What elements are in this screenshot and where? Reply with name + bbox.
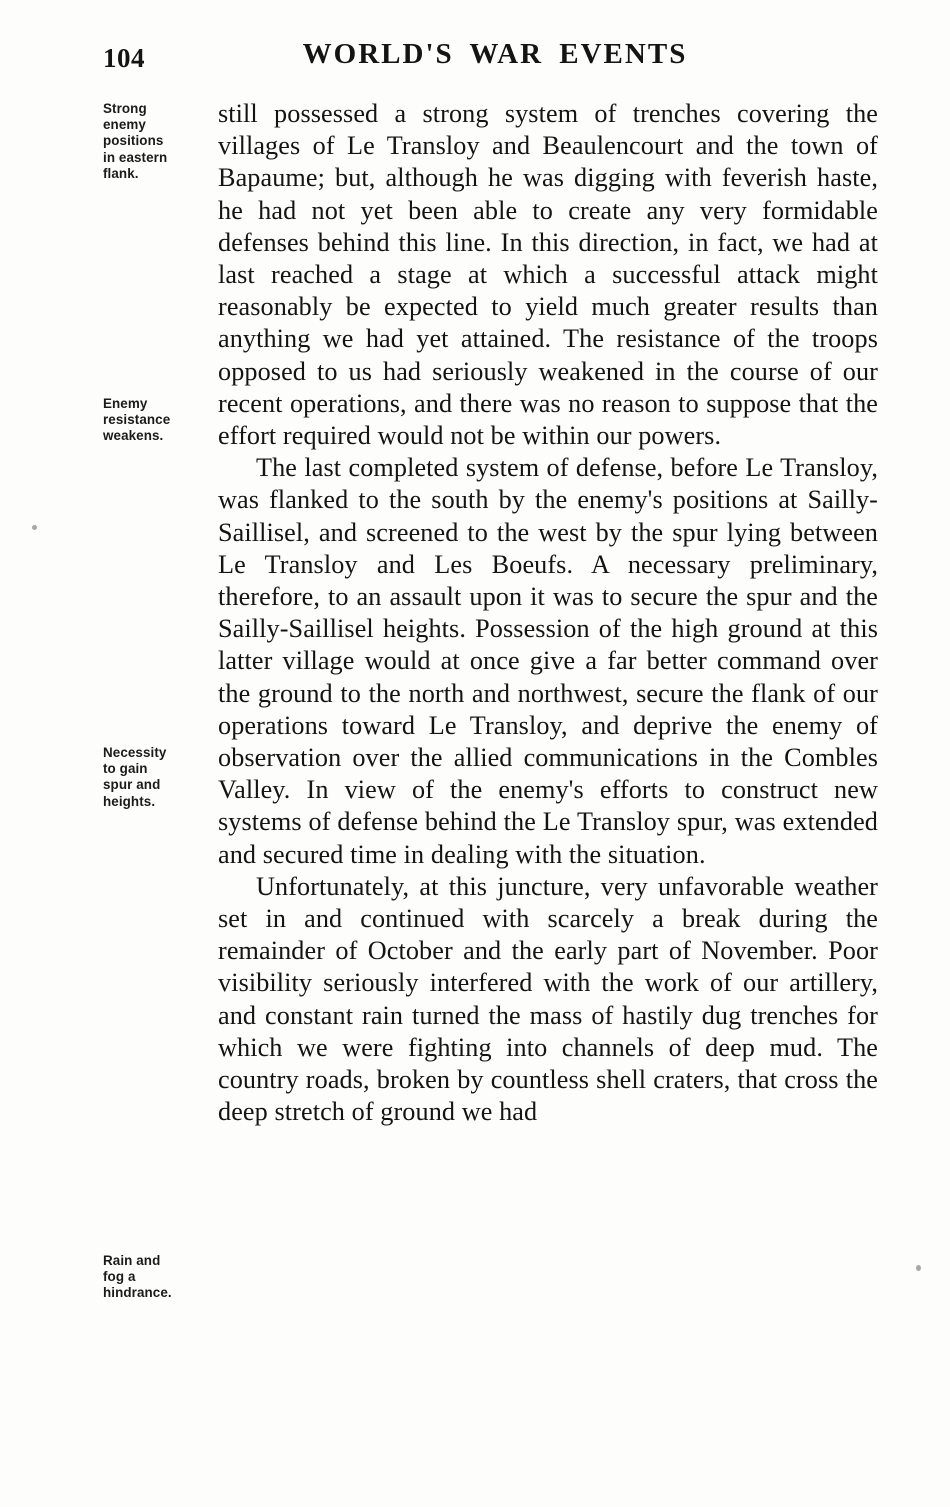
sidenote-line: fog a: [103, 1269, 136, 1285]
body-text-column: [218, 98, 878, 1129]
running-title: WORLD'S WAR EVENTS: [302, 38, 688, 70]
sidenote-line: to gain: [103, 761, 148, 777]
paragraph: The last completed system of defense, before Le Transloy, was flanked to the south by the enemy's positions at Sailly-Saillisel, and screened to the west by the spur lying between Le Transloy and Les Boeufs. A necessary preliminary, therefore, to an assault upon it was to secure the spur and the Sailly-Saillisel heights. Possession of the high ground at this latter village would at once give a far better command over the ground to the north and northwest, secure the flank of our operations toward Le Transloy, and deprive the enemy of observation over the allied communications in the Combles Valley. In view of the enemy's efforts to construct new systems of defense behind the Le Transloy spur, was extended and secured time in dealing with the situation.: [218, 453, 878, 869]
sidenote-line: Rain and: [103, 1253, 161, 1268]
sidenote-line: spur and: [103, 777, 161, 793]
running-head: [0, 38, 950, 78]
sidenote-line: flank.: [103, 165, 139, 181]
sidenote-necessity-to-gain-spur-and-heights: [103, 745, 215, 810]
sidenote-line: weakens.: [103, 428, 164, 444]
sidenote-rain-and-fog-a-hindrance: [103, 1253, 215, 1302]
paragraph: still possessed a strong system of trenches covering the villages of Le Transloy and Beaulencourt and the town of Bapaume; but, although he was digging with feverish haste, he had not yet been able to create any very formidable defenses behind this line. In this direction, in fact, we had at last reached a stage at which a successful attack might reasonably be expected to yield much greater results than anything we had yet attained. The resistance of the troops opposed to us had seriously weakened in the course of our recent operations, and there was no reason to suppose that the effort required would not be within our powers.: [218, 99, 878, 451]
sidenote-line: positions: [103, 133, 164, 149]
ink-speck: [916, 1265, 921, 1271]
sidenote-line: in eastern: [103, 149, 168, 165]
sidenote-enemy-resistance-weakens: [103, 396, 215, 445]
paragraph: Unfortunately, at this juncture, very unfavorable weather set in and continued with scarcely a break during the remainder of October and the early part of November. Poor visibility seriously interfered with the work of our artillery, and constant rain turned the mass of hastily dug trenches for which we were fighting into channels of deep mud. The country roads, broken by countless shell craters, that cross the deep stretch of ground we had: [218, 871, 878, 1127]
page-number: 104: [103, 43, 145, 73]
sidenote-line: enemy: [103, 117, 146, 133]
sidenote-line: Enemy: [103, 396, 148, 411]
sidenote-line: heights.: [103, 793, 156, 809]
ink-speck: [32, 525, 37, 530]
sidenote-strong-enemy-positions: [103, 101, 215, 182]
sidenote-line: Necessity: [103, 745, 167, 760]
sidenote-line: hindrance.: [103, 1285, 172, 1301]
sidenote-line: resistance: [103, 412, 171, 428]
sidenote-line: Strong: [103, 101, 147, 116]
